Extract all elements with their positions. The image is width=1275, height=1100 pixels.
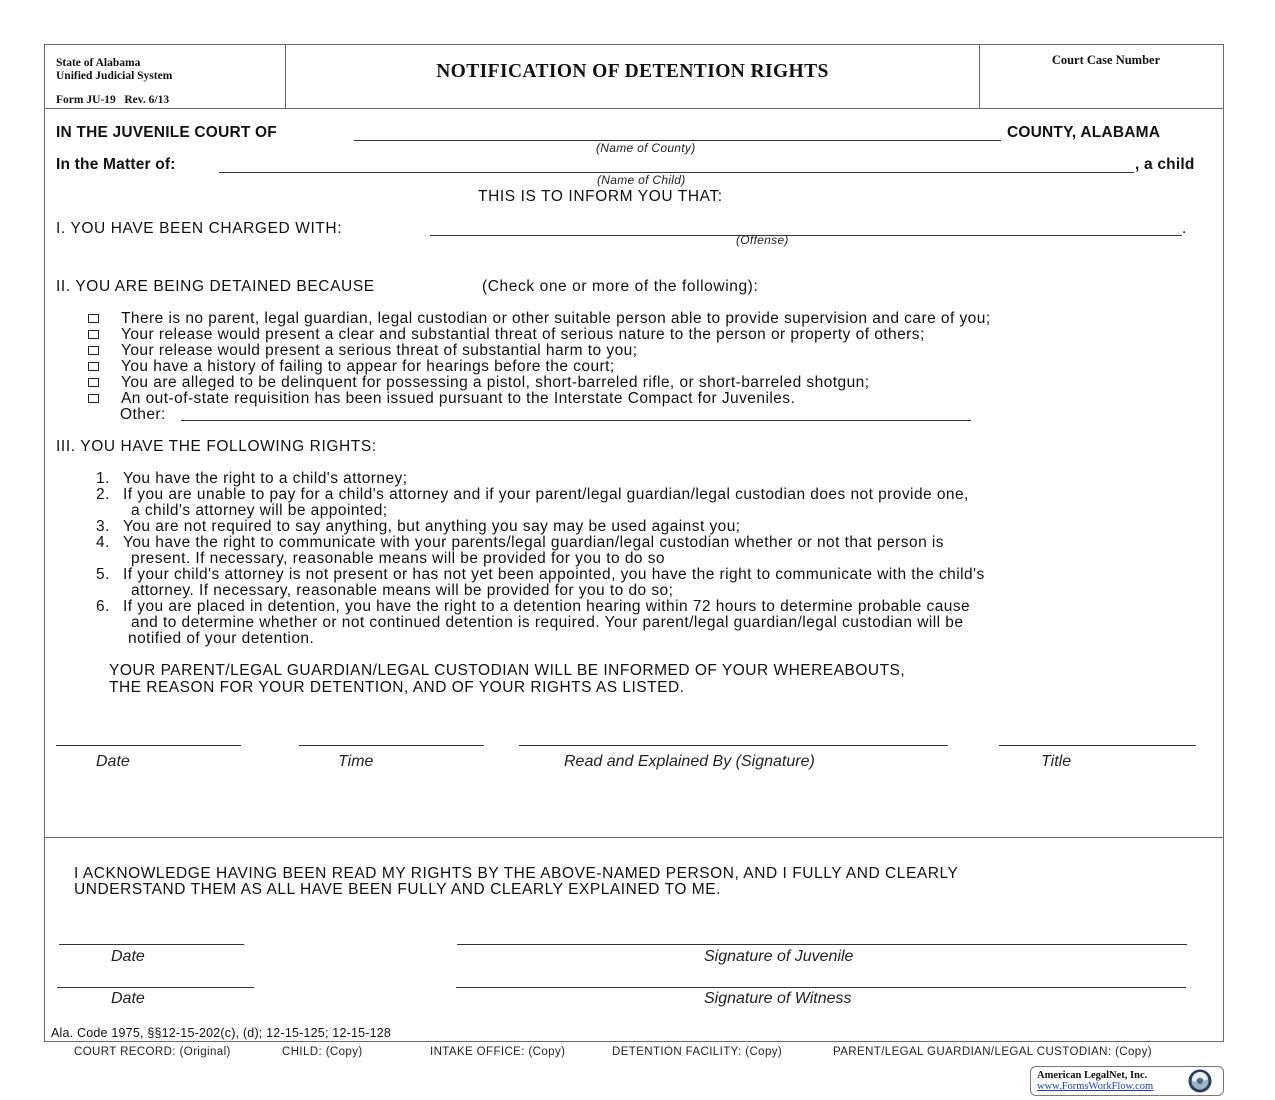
section2-label: II. YOU ARE BEING DETAINED BECAUSE [56, 278, 375, 295]
reason-text-1: There is no parent, legal guardian, legal custodian or other suitable person able to provide supervision and care of you; [121, 310, 991, 327]
witness-signature-field[interactable] [456, 987, 1186, 988]
page-title: NOTIFICATION OF DETENTION RIGHTS [436, 61, 829, 82]
officer-title-field[interactable] [999, 745, 1196, 746]
officer-signature-field[interactable] [519, 745, 948, 746]
right-number-1: 1. [96, 470, 110, 487]
reason-text-4: You have a history of failing to appear for hearings before the court; [121, 358, 615, 375]
officer-date-label: Date [96, 753, 130, 770]
publisher-name: American LegalNet, Inc. [1037, 1070, 1148, 1081]
officer-date-field[interactable] [56, 745, 241, 746]
county-caption: (Name of County) [596, 141, 696, 155]
publisher-link[interactable]: www.FormsWorkFlow.com [1037, 1081, 1154, 1092]
state-name: State of Alabama [56, 57, 141, 69]
form-number: Form JU-19 Rev. 6/13 [56, 94, 170, 106]
distribution-child: CHILD: (Copy) [282, 1046, 363, 1058]
statute-reference: Ala. Code 1975, §§12-15-202(c), (d); 12-15-125; 12-15-128 [51, 1026, 392, 1040]
officer-signature-label: Read and Explained By (Signature) [564, 753, 815, 770]
reason-text-6: An out-of-state requisition has been issued pursuant to the Interstate Compact for Juveniles. [121, 390, 796, 407]
right-text-3: You are not required to say anything, but anything you say may be used against you; [123, 518, 741, 535]
court-suffix: COUNTY, ALABAMA [1007, 124, 1161, 141]
matter-prefix: In the Matter of: [56, 156, 176, 173]
right-text-5a: If your child's attorney is not present or has not yet been appointed, you have the right to communicate with the child's [123, 566, 985, 583]
right-number-4: 4. [96, 534, 110, 551]
officer-time-label: Time [338, 753, 374, 770]
notice-line-1: YOUR PARENT/LEGAL GUARDIAN/LEGAL CUSTODIAN WILL BE INFORMED OF YOUR WHEREABOUTS, [109, 662, 906, 679]
globe-icon [1187, 1068, 1213, 1094]
right-text-5b: attorney. If necessary, reasonable means will be provided for you to do so; [131, 582, 674, 599]
section3-label: III. YOU HAVE THE FOLLOWING RIGHTS: [56, 438, 377, 455]
offense-field[interactable] [430, 235, 1182, 236]
right-number-5: 5. [96, 566, 110, 583]
reason-checkbox-5[interactable] [88, 378, 99, 387]
inform-heading: THIS IS TO INFORM YOU THAT: [478, 188, 723, 205]
juvenile-signature-label: Signature of Juvenile [704, 948, 854, 965]
reason-checkbox-1[interactable] [88, 314, 99, 323]
section1-label: I. YOU HAVE BEEN CHARGED WITH: [56, 220, 343, 237]
officer-time-field[interactable] [299, 745, 484, 746]
right-text-6c: notified of your detention. [128, 630, 315, 647]
other-reason-field[interactable] [181, 420, 971, 421]
right-number-2: 2. [96, 486, 110, 503]
right-text-2a: If you are unable to pay for a child's attorney and if your parent/legal guardian/legal custodian does not provide one, [123, 486, 969, 503]
notice-line-2: THE REASON FOR YOUR DETENTION, AND OF YOUR RIGHTS AS LISTED. [109, 679, 685, 696]
other-label: Other: [120, 406, 166, 423]
right-text-6a: If you are placed in detention, you have the right to a detention hearing within 72 hours to determine probable cause [123, 598, 971, 615]
acknowledgment-line-2: UNDERSTAND THEM AS ALL HAVE BEEN FULLY AND CLEARLY EXPLAINED TO ME. [74, 881, 722, 898]
acknowledgment-top-rule [44, 837, 1224, 838]
witness-signature-label: Signature of Witness [704, 990, 852, 1007]
right-text-6b: and to determine whether or not continued detention is required. Your parent/legal guardian/legal custodian will be [131, 614, 964, 631]
distribution-detention-facility: DETENTION FACILITY: (Copy) [612, 1046, 783, 1058]
right-text-4a: You have the right to communicate with your parents/legal guardian/legal custodian whether or not that person is [123, 534, 944, 551]
juvenile-date-label: Date [111, 948, 145, 965]
right-text-2b: a child's attorney will be appointed; [131, 502, 388, 519]
matter-suffix: , a child [1135, 156, 1195, 173]
court-case-number-label: Court Case Number [1051, 53, 1161, 67]
judicial-system-name: Unified Judicial System [56, 70, 173, 82]
distribution-parent: PARENT/LEGAL GUARDIAN/LEGAL CUSTODIAN: (Copy) [833, 1046, 1152, 1058]
offense-caption: (Offense) [736, 233, 789, 247]
reason-text-2: Your release would present a clear and substantial threat of serious nature to the person or property of others; [121, 326, 925, 343]
reason-checkbox-4[interactable] [88, 362, 99, 371]
witness-date-label: Date [111, 990, 145, 1007]
officer-title-label: Title [1041, 753, 1072, 770]
juvenile-signature-field[interactable] [457, 944, 1187, 945]
distribution-intake-office: INTAKE OFFICE: (Copy) [430, 1046, 566, 1058]
child-caption: (Name of Child) [597, 173, 686, 187]
distribution-court-record: COURT RECORD: (Original) [74, 1046, 231, 1058]
juvenile-date-field[interactable] [59, 944, 244, 945]
publisher-logo[interactable] [1030, 1066, 1224, 1096]
right-number-6: 6. [96, 598, 110, 615]
offense-period: . [1182, 220, 1187, 237]
reason-checkbox-2[interactable] [88, 330, 99, 339]
court-case-number-field[interactable] [990, 72, 1215, 102]
witness-date-field[interactable] [57, 987, 254, 988]
reason-text-5: You are alleged to be delinquent for possessing a pistol, short-barreled rifle, or short-barreled shotgun; [121, 374, 870, 391]
reason-text-3: Your release would present a serious threat of substantial harm to you; [121, 342, 638, 359]
acknowledgment-line-1: I ACKNOWLEDGE HAVING BEEN READ MY RIGHTS BY THE ABOVE-NAMED PERSON, AND I FULLY AND CLEARLY [74, 865, 959, 882]
reason-checkbox-3[interactable] [88, 346, 99, 355]
right-text-4b: present. If necessary, reasonable means will be provided for you to do so [131, 550, 666, 567]
section2-instruction: (Check one or more of the following): [482, 278, 759, 295]
right-text-1: You have the right to a child's attorney; [123, 470, 408, 487]
reason-checkbox-6[interactable] [88, 394, 99, 403]
header-bottom-rule [44, 108, 1224, 109]
right-number-3: 3. [96, 518, 110, 535]
court-prefix: IN THE JUVENILE COURT OF [56, 124, 277, 141]
